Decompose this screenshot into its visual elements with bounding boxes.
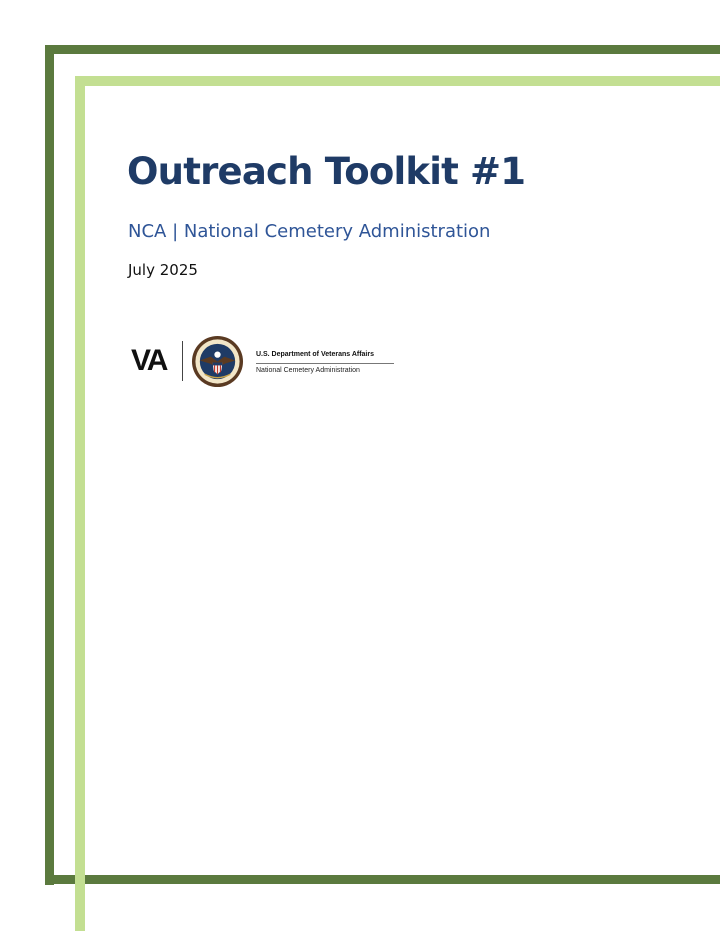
- frame-dark-left: [45, 45, 54, 885]
- page-title: Outreach Toolkit #1: [127, 150, 526, 193]
- frame-light-top: [75, 76, 720, 86]
- administration-name: National Cemetery Administration: [256, 367, 360, 374]
- seal-eagle-head: [214, 351, 220, 357]
- frame-dark-top: [45, 45, 720, 54]
- page-subtitle: NCA | National Cemetery Administration: [128, 221, 491, 242]
- frame-dark-bottom: [45, 875, 720, 884]
- va-wordmark: VA: [131, 344, 167, 377]
- department-name: U.S. Department of Veterans Affairs: [256, 351, 374, 358]
- frame-light-left: [75, 76, 85, 931]
- seal-shield-chief: [213, 362, 223, 365]
- logo-rule: [256, 363, 394, 364]
- publication-date: July 2025: [128, 261, 198, 279]
- logo-divider: [182, 341, 183, 381]
- va-seal-icon: [191, 335, 244, 388]
- va-logo: [128, 335, 408, 390]
